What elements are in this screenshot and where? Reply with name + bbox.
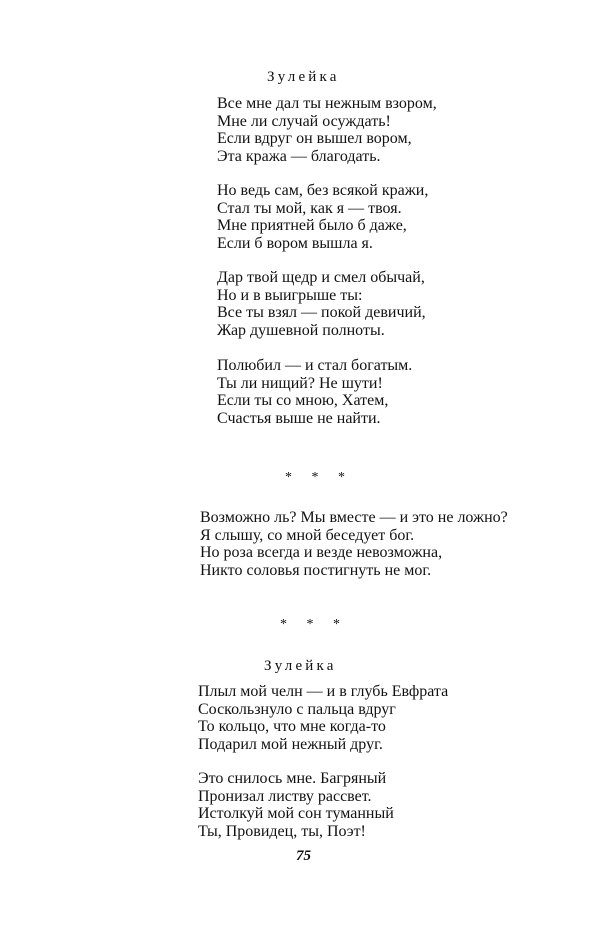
section-separator: * * * — [280, 617, 348, 632]
verse-line: То кольцо, что мне когда-то — [198, 718, 386, 736]
section-separator: * * * — [285, 470, 353, 485]
verse-line: Эта кража — благодать. — [217, 147, 381, 165]
verse-line: Соскользнуло с пальца вдруг — [198, 700, 396, 718]
verse-line: Мне приятней было б даже, — [217, 217, 407, 235]
verse-line: Ты, Провидец, ты, Поэт! — [198, 822, 366, 840]
poem3-title: Зулейка — [264, 658, 337, 674]
verse-line: Это снилось мне. Багряный — [198, 770, 387, 787]
verse-line: Все мне дал ты нежным взором, — [217, 95, 437, 112]
verse-line: Все ты взял — покой девичий, — [217, 304, 426, 322]
verse-line: Но роза всегда и везде невозможна, — [200, 544, 443, 562]
verse-line: Ты ли нищий? Не шути! — [217, 374, 383, 392]
poem1-stanza-3 — [217, 269, 426, 339]
verse-line: Дар твой щедр и смел обычай, — [217, 269, 425, 286]
page-number: 75 — [296, 848, 311, 864]
verse-line: Никто соловья постигнуть не мог. — [200, 561, 432, 579]
verse-line: Мне ли случай осуждать! — [217, 112, 391, 130]
verse-line: Я слышу, со мной беседует бог. — [200, 526, 415, 544]
verse-line: Стал ты мой, как я — твоя. — [217, 199, 402, 217]
verse-line: Подарил мой нежный друг. — [198, 735, 383, 753]
verse-line: Если ты со мною, Хатем, — [217, 392, 389, 410]
poem1-stanza-1 — [217, 95, 437, 165]
verse-line: Но и в выигрыше ты: — [217, 286, 363, 304]
poem1-stanza-2 — [217, 182, 428, 252]
verse-line: Счастья выше не найти. — [217, 409, 381, 427]
verse-line: Пронизал листву рассвет. — [198, 787, 372, 805]
verse-line: Если б вором вышла я. — [217, 234, 373, 252]
verse-line: Но ведь сам, без всякой кражи, — [217, 182, 429, 199]
poem2-stanza-1 — [200, 509, 508, 579]
verse-line: Возможно ль? Мы вместе — и это не ложно? — [200, 509, 508, 526]
poem3-stanza-1 — [198, 683, 448, 753]
verse-line: Плыл мой челн — и в глубь Евфрата — [198, 683, 449, 700]
verse-line: Истолкуй мой сон туманный — [198, 805, 394, 823]
verse-line: Полюбил — и стал богатым. — [217, 357, 413, 374]
poem3-stanza-2 — [198, 770, 394, 840]
verse-line: Если вдруг он вышел вором, — [217, 130, 412, 148]
verse-line: Жар душевной полноты. — [217, 321, 385, 339]
poem1-stanza-4 — [217, 357, 412, 427]
poem1-title: Зулейка — [267, 69, 340, 85]
